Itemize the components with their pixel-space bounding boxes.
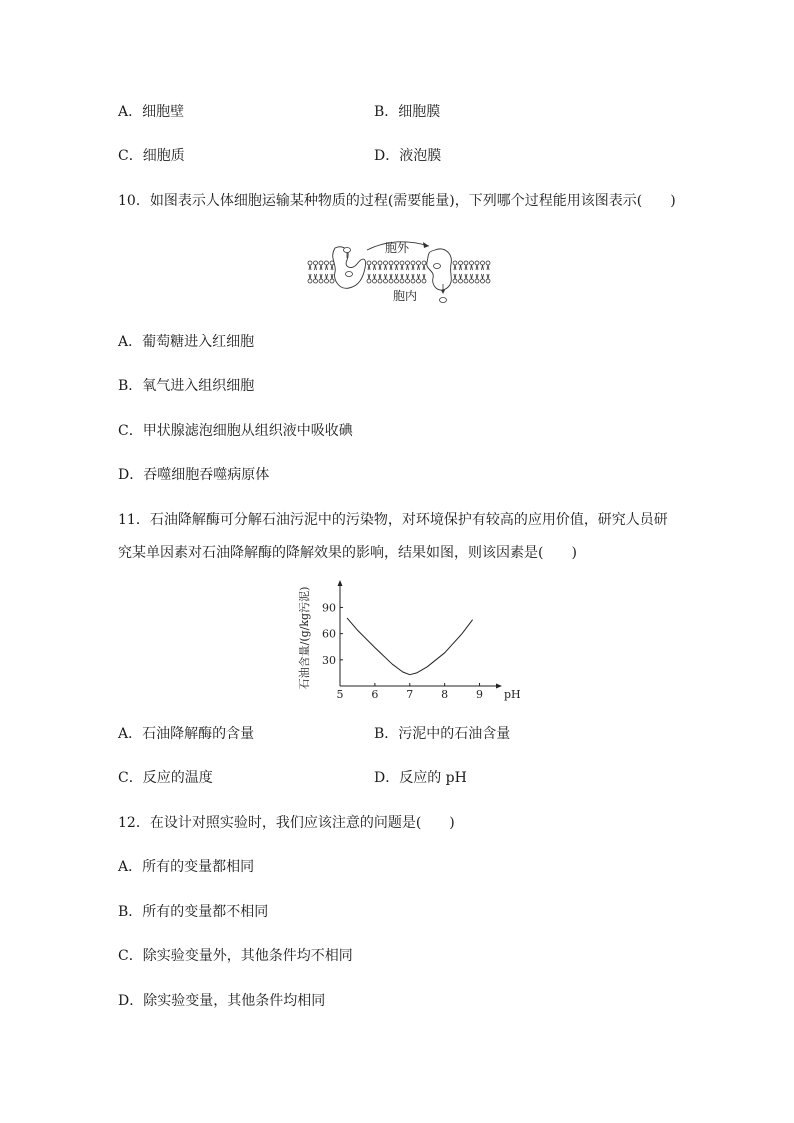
lipid-head — [308, 279, 312, 283]
lipid-tail — [374, 274, 376, 279]
lipid-tail — [482, 265, 484, 270]
lipid-tail — [465, 265, 467, 270]
lipid-tail — [309, 274, 311, 279]
lipid-tail — [418, 274, 420, 279]
lipid-head — [378, 279, 382, 283]
lipid-head — [373, 261, 377, 265]
lipid-head — [464, 279, 468, 283]
y-tick-label: 60 — [322, 627, 336, 641]
q10-option-d: D．吞噬细胞吞噬病原体 — [118, 467, 270, 483]
question-11-stem-line2: 究某单因素对石油降解酶的降解效果的影响，结果如图，则该因素是( ) — [118, 545, 577, 561]
lipid-tail — [331, 274, 333, 279]
lipid-tail — [454, 265, 456, 270]
lipid-head — [417, 261, 421, 265]
q10-option-b: B．氧气进入组织细胞 — [118, 378, 255, 394]
lipid-head — [325, 261, 329, 265]
lipid-head — [459, 279, 463, 283]
lipid-tail — [320, 274, 322, 279]
lipid-head — [319, 261, 323, 265]
x-axis-arrow — [496, 684, 502, 689]
lipid-tail — [460, 274, 462, 279]
lipid-head — [319, 279, 323, 283]
y-axis-arrow — [338, 580, 343, 586]
lipid-head — [411, 279, 415, 283]
lipid-head — [470, 279, 474, 283]
lipid-tail — [368, 265, 370, 270]
lipid-tail — [412, 265, 414, 270]
x-tick-label: 8 — [441, 688, 449, 701]
lipid-tail — [476, 274, 478, 279]
lipid-tail — [385, 265, 387, 270]
lipid-head — [308, 261, 312, 265]
series-line — [347, 618, 473, 675]
lipid-tail — [418, 265, 420, 270]
question-10-stem: 10．如图表示人体细胞运输某种物质的过程(需要能量)，下列哪个过程能用该图表示( ) — [118, 193, 676, 209]
lipid-head — [406, 261, 410, 265]
lipid-tail — [374, 265, 376, 270]
lipid-head — [481, 261, 485, 265]
y-tick-label: 30 — [322, 653, 336, 667]
lipid-head — [475, 279, 479, 283]
q11-option-b: B．污泥中的石油含量 — [374, 726, 511, 742]
lipid-head — [395, 279, 399, 283]
q10-option-a: A．葡萄糖进入红细胞 — [118, 334, 255, 350]
option-a: A．细胞壁 — [118, 104, 185, 120]
lipid-head — [395, 261, 399, 265]
lipid-tail — [487, 265, 489, 270]
lipid-head — [330, 279, 334, 283]
lipid-head — [486, 261, 490, 265]
lipid-tail — [454, 274, 456, 279]
y-tick-label: 90 — [322, 601, 336, 615]
lipid-head — [481, 279, 485, 283]
lipid-tail — [379, 265, 381, 270]
option-c: C．细胞质 — [118, 148, 185, 164]
outside-label: 胞外 — [385, 241, 410, 255]
lipid-head — [367, 261, 371, 265]
lipid-tail — [407, 274, 409, 279]
lipid-tail — [412, 274, 414, 279]
q11-option-c: C．反应的温度 — [118, 770, 213, 786]
lipid-tail — [385, 274, 387, 279]
lipid-tail — [315, 265, 317, 270]
lipid-head — [325, 279, 329, 283]
lipid-tail — [482, 274, 484, 279]
q10-option-c: C．甲状腺滤泡细胞从组织液中吸收碘 — [118, 423, 353, 439]
lipid-head — [453, 261, 457, 265]
lipid-head — [367, 279, 371, 283]
solute-molecule — [440, 298, 447, 303]
lipid-tail — [320, 265, 322, 270]
lipid-head — [411, 261, 415, 265]
lipid-head — [314, 279, 318, 283]
question-11-stem-line1: 11．石油降解酶可分解石油污泥中的污染物，对环境保护有较高的应用价值，研究人员研 — [118, 512, 668, 528]
lipid-head — [459, 261, 463, 265]
lipid-head — [400, 279, 404, 283]
lipid-head — [422, 261, 426, 265]
lipid-head — [389, 261, 393, 265]
q12-option-a: A．所有的变量都相同 — [118, 859, 255, 875]
lipid-tail — [390, 265, 392, 270]
lipid-tail — [401, 265, 403, 270]
lipid-tail — [407, 265, 409, 270]
ph-chart — [298, 580, 521, 705]
lipid-tail — [326, 274, 328, 279]
q12-option-c: C．除实验变量外，其他条件均不相同 — [118, 948, 353, 964]
lipid-head — [406, 279, 410, 283]
lipid-head — [417, 279, 421, 283]
question-12-stem: 12．在设计对照实验时，我们应该注意的问题是( ) — [118, 815, 455, 831]
lipid-tail — [309, 265, 311, 270]
arrow-head — [423, 242, 429, 248]
membrane-transport-diagram — [305, 236, 500, 308]
q11-option-a: A．石油降解酶的含量 — [118, 726, 255, 742]
lipid-tail — [423, 274, 425, 279]
lipid-tail — [465, 274, 467, 279]
lipid-tail — [460, 265, 462, 270]
lipid-head — [453, 279, 457, 283]
lipid-tail — [396, 274, 398, 279]
lipid-tail — [471, 274, 473, 279]
lipid-head — [389, 279, 393, 283]
solute-molecule — [346, 272, 353, 277]
lipid-head — [470, 261, 474, 265]
x-tick-label: 5 — [336, 688, 344, 701]
lipid-head — [314, 261, 318, 265]
lipid-tail — [390, 274, 392, 279]
lipid-head — [464, 261, 468, 265]
lipid-head — [384, 279, 388, 283]
carrier-protein-left — [333, 247, 366, 289]
lipid-tail — [368, 274, 370, 279]
q11-option-d: D．反应的 pH — [374, 770, 467, 786]
q12-option-b: B．所有的变量都不相同 — [118, 904, 269, 920]
option-b: B．细胞膜 — [374, 104, 441, 120]
lipid-tail — [326, 265, 328, 270]
x-axis-label: pH — [504, 688, 521, 701]
x-tick-label: 6 — [371, 688, 379, 701]
q12-option-d: D．除实验变量，其他条件均相同 — [118, 993, 326, 1009]
solute-molecule — [344, 248, 351, 253]
lipid-tail — [315, 274, 317, 279]
inside-label: 胞内 — [393, 289, 418, 303]
lipid-tail — [331, 265, 333, 270]
lipid-head — [384, 261, 388, 265]
lipid-head — [475, 261, 479, 265]
lipid-tail — [423, 265, 425, 270]
lipid-head — [422, 279, 426, 283]
lipid-tail — [471, 265, 473, 270]
lipid-tail — [396, 265, 398, 270]
lipid-head — [486, 279, 490, 283]
solute-molecule — [434, 264, 441, 269]
carrier-protein-right — [427, 249, 452, 290]
y-axis-label: 石油含量/(g/kg污泥) — [298, 586, 311, 690]
lipid-tail — [476, 265, 478, 270]
option-d: D．液泡膜 — [374, 148, 442, 164]
lipid-head — [400, 261, 404, 265]
x-tick-label: 9 — [476, 688, 484, 701]
x-tick-label: 7 — [406, 688, 414, 701]
lipid-head — [378, 261, 382, 265]
lipid-tail — [401, 274, 403, 279]
lipid-tail — [379, 274, 381, 279]
lipid-head — [373, 279, 377, 283]
lipid-tail — [487, 274, 489, 279]
